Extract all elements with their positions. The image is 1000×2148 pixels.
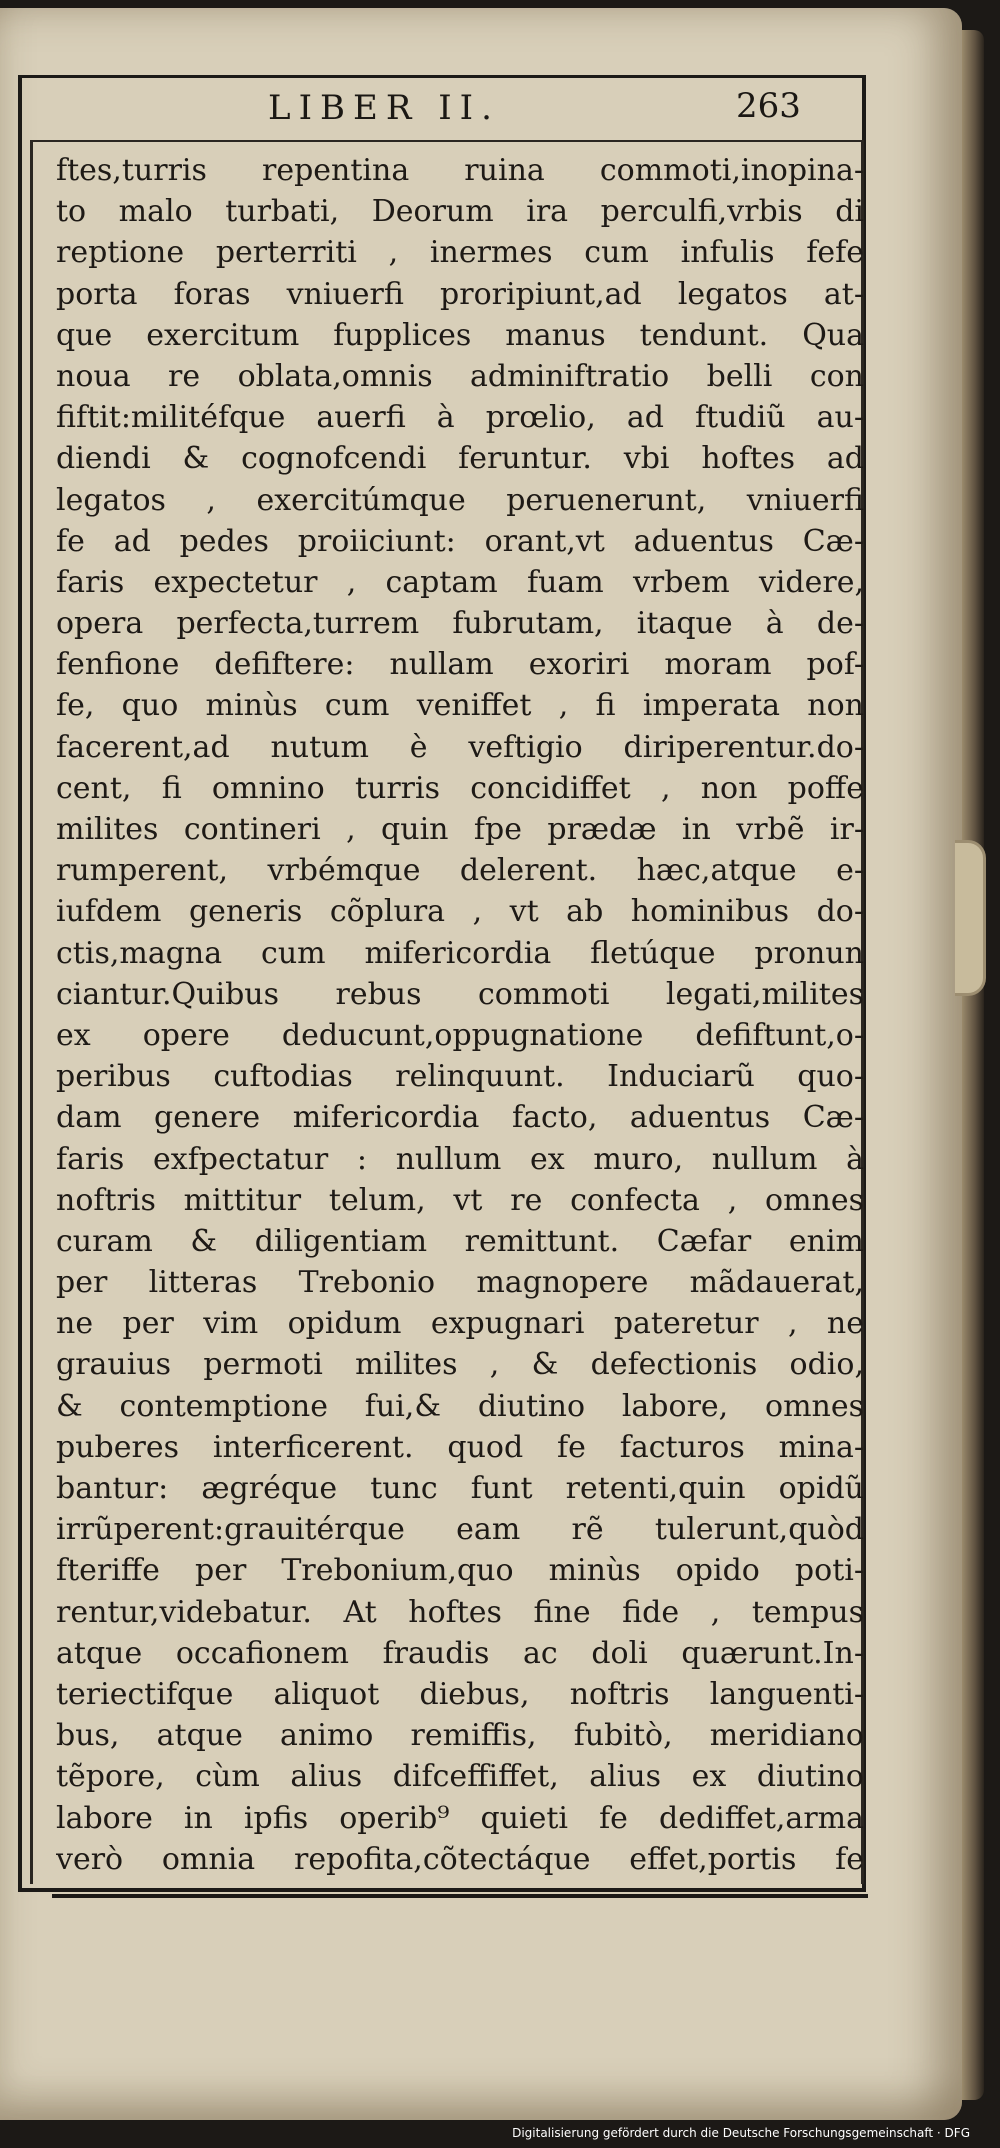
page-number: 263 — [736, 86, 801, 126]
text-line: & contemptione fui,& diutino labore, omnes — [56, 1388, 864, 1424]
text-line: noftris mittitur telum, vt re confecta , omnes — [56, 1182, 864, 1218]
text-line: legatos , exercitúmque peruenerunt, vniuerfi — [56, 482, 864, 518]
text-line: reptione perterriti , inermes cum infulis fefe — [56, 235, 864, 271]
page-tab-mark — [955, 840, 986, 996]
text-line: cent, fi omnino turris concidiffet , non poffe — [56, 770, 864, 806]
text-line: rentur,videbatur. At hoftes fine fide , tempus — [56, 1594, 864, 1630]
text-line: tẽpore, cùm alius difceffiffet, alius ex diutino — [56, 1759, 864, 1795]
text-line: fteriffe per Trebonium,quo minùs opido poti- — [56, 1553, 864, 1589]
text-line: to malo turbati, Deorum ira perculfi,vrbis di — [56, 194, 864, 230]
text-line: que exercitum fupplices manus tendunt. Qua — [56, 317, 864, 353]
text-line: opera perfecta,turrem fubrutam, itaque à de- — [56, 606, 864, 642]
text-line: bus, atque animo remiffis, fubitò, meridiano — [56, 1718, 864, 1754]
text-line: teriectifque aliquot diebus, noftris languenti- — [56, 1676, 864, 1712]
text-line: bantur: ægréque tunc funt retenti,quin opidũ — [56, 1471, 864, 1506]
text-line: curam & diligentiam remittunt. Cæfar enim — [56, 1223, 864, 1259]
text-line: faris expectetur , captam fuam vrbem videre, — [56, 564, 864, 600]
text-line: ex opere deducunt,oppugnatione defiftunt,o- — [56, 1017, 864, 1053]
text-line: ne per vim opidum expugnari pateretur , ne — [56, 1306, 864, 1342]
text-line: labore in ipfis operib⁹ quieti fe dediffet,arma — [56, 1800, 864, 1836]
text-line: iufdem generis cõplura , vt ab hominibus do- — [56, 894, 864, 930]
page-edge — [962, 30, 984, 2100]
text-line: irrũperent:grauitérque eam rẽ tulerunt,quòd — [56, 1512, 864, 1548]
text-line: noua re oblata,omnis adminiftratio belli con — [56, 358, 864, 394]
text-line: puberes interficerent. quod fe facturos mina- — [56, 1429, 864, 1465]
running-head-title: LIBER II. — [268, 88, 500, 128]
text-line: facerent,ad nutum è veftigio diriperentur.do- — [56, 729, 864, 765]
text-line: faris exfpectatur : nullum ex muro, nullum à — [56, 1141, 864, 1177]
text-line: fenfione defiftere: nullam exoriri moram pof- — [56, 647, 864, 683]
digitization-credit: Digitalisierung gefördert durch die Deutsche Forschungsgemeinschaft · DFG — [512, 2126, 970, 2140]
text-line: fe ad pedes proiiciunt: orant,vt aduentus Cæ- — [56, 523, 864, 559]
text-line: ciantur.Quibus rebus commoti legati,milites — [56, 976, 864, 1012]
text-line: ftes,turris repentina ruina commoti,inopina- — [56, 153, 864, 188]
text-line: per litteras Trebonio magnopere mãdauerat, — [56, 1265, 864, 1301]
text-line: peribus cuftodias relinquunt. Induciarũ quo- — [56, 1059, 864, 1095]
text-line: porta foras vniuerfi proripiunt,ad legatos at- — [56, 276, 864, 312]
text-body — [56, 150, 864, 1880]
text-line: rumperent, vrbémque delerent. hæc,atque e- — [56, 853, 864, 889]
text-line: dam genere mifericordia facto, aduentus Cæ- — [56, 1100, 864, 1136]
bottom-rule — [52, 1894, 868, 1898]
text-line: fiftit:militéfque auerfi à prœlio, ad ftudiũ au- — [56, 400, 864, 436]
text-line: atque occafionem fraudis ac doli quærunt.In- — [56, 1635, 864, 1671]
text-line: grauius permoti milites , & defectionis odio, — [56, 1347, 864, 1383]
text-line: diendi & cognofcendi feruntur. vbi hoftes ad — [56, 441, 864, 477]
text-line: ctis,magna cum mifericordia fletúque pronun — [56, 935, 864, 971]
text-line: fe, quo minùs cum veniffet , fi imperata non — [56, 688, 864, 724]
text-line: milites contineri , quin fpe prædæ in vrbẽ ir- — [56, 812, 864, 847]
text-line: verò omnia repofita,cõtectáque effet,portis fe — [56, 1841, 864, 1877]
